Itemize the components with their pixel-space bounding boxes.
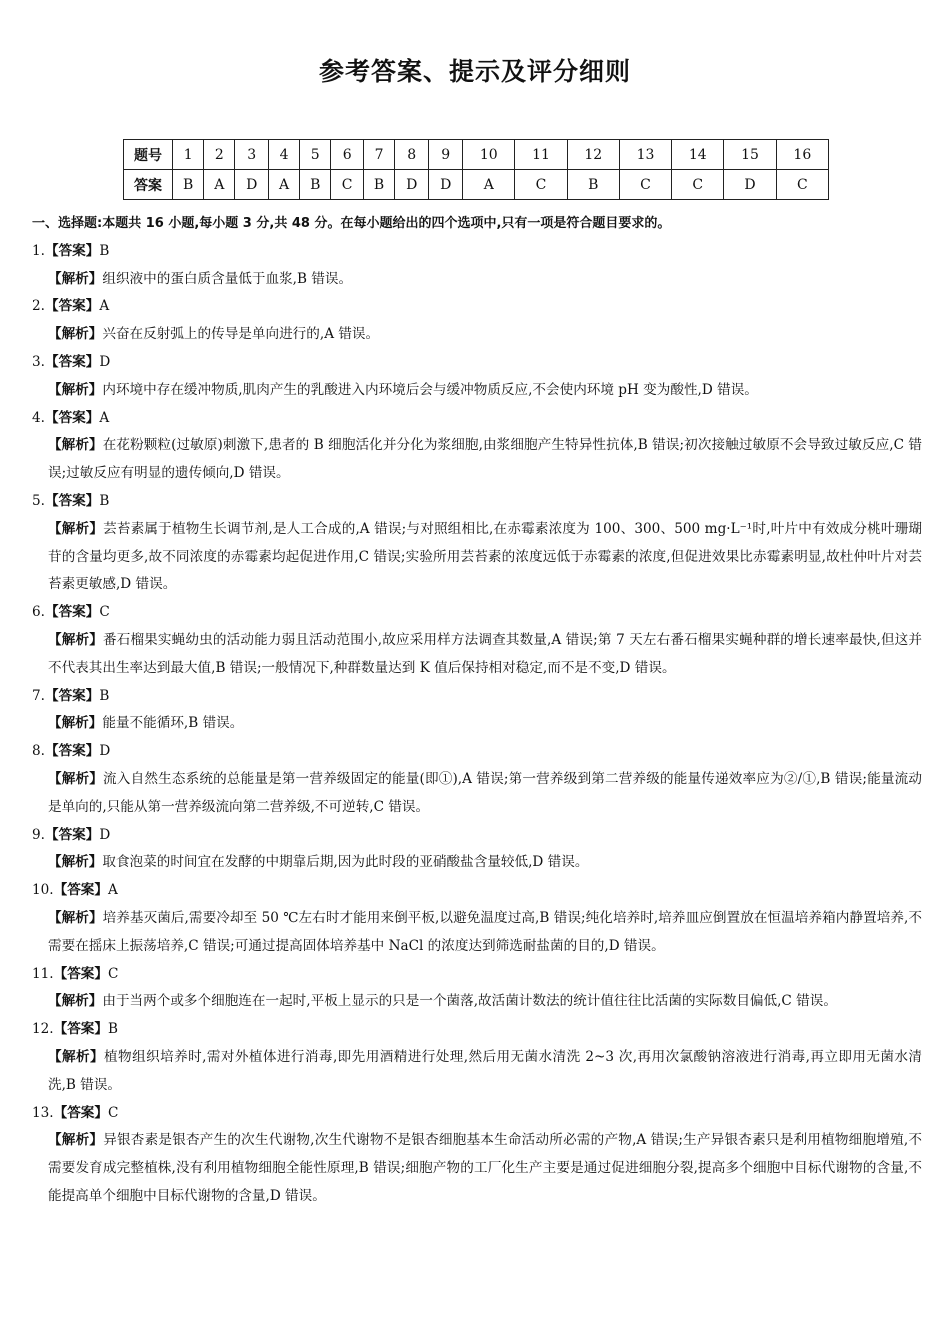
answer-line: 7.【答案】B: [32, 687, 110, 704]
answer-value: A: [99, 298, 110, 315]
table-cell: 11: [515, 140, 567, 170]
table-cell: D: [429, 170, 463, 200]
table-cell: 4: [269, 140, 300, 170]
row-header: 题号: [124, 140, 173, 170]
analysis-text: 【解析】番石榴果实蝇幼虫的活动能力弱且活动范围小,故应采用样方法调查其数量,A 错误;第 7 天左右番石榴果实蝇种群的增长速率最快,但这并不代表其出生率达到最大值,B 错误;一般情况下,种群数量达到 K 值后保持相对稳定,而不是不变,D 错误。: [48, 631, 923, 676]
answer-line: 5.【答案】B: [32, 492, 110, 509]
analysis-text: 【解析】内环境中存在缓冲物质,肌肉产生的乳酸进入内环境后会与缓冲物质反应,不会使内环境 pH 变为酸性,D 错误。: [48, 381, 758, 398]
table-cell: C: [331, 170, 364, 200]
table-cell: C: [776, 170, 828, 200]
table-cell: A: [269, 170, 300, 200]
answer-value: B: [99, 687, 110, 704]
question-item: [32, 349, 922, 405]
question-item: [32, 683, 922, 739]
question-item: [32, 1100, 922, 1211]
question-item: [32, 822, 922, 878]
analysis-text: 【解析】兴奋在反射弧上的传导是单向进行的,A 错误。: [48, 326, 380, 343]
question-item: [32, 599, 922, 682]
page-title: 参考答案、提示及评分细则: [318, 57, 631, 86]
table-cell: B: [173, 170, 204, 200]
table-cell: D: [395, 170, 429, 200]
table-cell: A: [204, 170, 235, 200]
answer-line: 1.【答案】B: [32, 242, 110, 259]
answer-value: B: [99, 492, 110, 509]
analysis-text: 【解析】组织液中的蛋白质含量低于血浆,B 错误。: [48, 270, 353, 287]
table-cell: B: [363, 170, 394, 200]
analysis-text: 【解析】培养基灭菌后,需要冷却至 50 ℃左右时才能用来倒平板,以避免温度过高,B 错误;纯化培养时,培养皿应倒置放在恒温培养箱内静置培养,不需要在摇床上振荡培养,C 错误;可通过提高固体培养基中 NaCl 的浓度达到筛选耐盐菌的目的,D 错误。: [48, 909, 923, 954]
question-item: [32, 238, 922, 294]
question-item: [32, 293, 922, 349]
answer-value: B: [108, 1021, 118, 1038]
table-cell: B: [300, 170, 331, 200]
table-cell: 12: [567, 140, 619, 170]
table-cell: 2: [204, 140, 235, 170]
answer-line: 12.【答案】B: [32, 1021, 118, 1038]
answer-line: 6.【答案】C: [32, 604, 110, 621]
question-item: [32, 961, 922, 1017]
answer-line: 10.【答案】A: [32, 882, 118, 899]
answer-explanations: [32, 210, 922, 1211]
answer-value: D: [99, 743, 111, 760]
table-cell: D: [724, 170, 776, 200]
table-cell: 6: [331, 140, 364, 170]
answer-line: 13.【答案】C: [32, 1104, 119, 1121]
table-cell: 10: [463, 140, 515, 170]
question-item: [32, 738, 922, 821]
table-cell: 3: [235, 140, 269, 170]
answer-line: 4.【答案】A: [32, 409, 110, 426]
question-item: [32, 405, 922, 488]
table-cell: D: [235, 170, 269, 200]
table-cell: C: [515, 170, 567, 200]
table-cell: C: [672, 170, 724, 200]
answer-value: B: [99, 242, 110, 259]
answer-value: A: [108, 882, 118, 899]
answer-row: [124, 170, 829, 200]
answer-table: [123, 139, 829, 200]
analysis-text: 【解析】植物组织培养时,需对外植体进行消毒,即先用酒精进行处理,然后用无菌水清洗 2~3 次,再用次氯酸钠溶液进行消毒,再立即用无菌水清洗,B 错误。: [48, 1048, 923, 1093]
answer-value: D: [99, 826, 111, 843]
analysis-text: 【解析】异银杏素是银杏产生的次生代谢物,次生代谢物不是银杏细胞基本生命活动所必需的产物,A 错误;生产异银杏素只是利用植物细胞增殖,不需要发育成完整植株,没有利用植物细胞全能性原理,B 错误;细胞产物的工厂化生产主要是通过促进细胞分裂,提高多个细胞中目标代谢物的含量,不能提高单个细胞中目标代谢物的含量,D 错误。: [48, 1132, 922, 1204]
table-cell: 1: [173, 140, 204, 170]
analysis-text: 【解析】由于当两个或多个细胞连在一起时,平板上显示的只是一个菌落,故活菌计数法的统计值往往比活菌的实际数目偏低,C 错误。: [48, 993, 837, 1010]
table-cell: 15: [724, 140, 776, 170]
row-header: 答案: [124, 170, 173, 200]
table-cell: A: [463, 170, 515, 200]
table-cell: 13: [619, 140, 671, 170]
analysis-text: 【解析】在花粉颗粒(过敏原)刺激下,患者的 B 细胞活化并分化为浆细胞,由浆细胞产生特异性抗体,B 错误;初次接触过敏原不会导致过敏反应,C 错误;过敏反应有明显的遗传倾向,D 错误。: [48, 437, 923, 482]
question-item: [32, 1016, 922, 1099]
answer-line: 2.【答案】A: [32, 298, 110, 315]
answer-value: C: [108, 965, 119, 982]
analysis-text: 【解析】芸苔素属于植物生长调节剂,是人工合成的,A 错误;与对照组相比,在赤霉素浓度为 100、300、500 mg·L⁻¹时,叶片中有效成分桃叶珊瑚苷的含量均更多,故不同浓度的赤霉素均起促进作用,C 错误;实验所用芸苔素的浓度远低于赤霉素的浓度,但促进效果比赤霉素明显,故杜仲叶片对芸苔素更敏感,D 错误。: [48, 520, 923, 593]
answer-value: C: [99, 604, 110, 621]
answer-line: 11.【答案】C: [32, 965, 119, 982]
table-cell: 7: [363, 140, 394, 170]
question-number-row: [124, 140, 829, 170]
table-cell: 14: [672, 140, 724, 170]
analysis-text: 【解析】取食泡菜的时间宜在发酵的中期靠后期,因为此时段的亚硝酸盐含量较低,D 错误。: [48, 854, 589, 871]
analysis-text: 【解析】能量不能循环,B 错误。: [48, 715, 244, 732]
answer-line: 9.【答案】D: [32, 826, 111, 843]
answer-line: 8.【答案】D: [32, 743, 111, 760]
question-item: [32, 488, 922, 599]
answer-value: D: [99, 353, 111, 370]
table-cell: B: [567, 170, 619, 200]
section-heading: 一、选择题:本题共 16 小题,每小题 3 分,共 48 分。在每小题给出的四个选项中,只有一项是符合题目要求的。: [32, 216, 671, 231]
table-cell: C: [619, 170, 671, 200]
answer-value: C: [108, 1104, 119, 1121]
table-cell: 16: [776, 140, 828, 170]
answer-line: 3.【答案】D: [32, 353, 111, 370]
table-cell: 5: [300, 140, 331, 170]
table-cell: 9: [429, 140, 463, 170]
question-item: [32, 877, 922, 960]
analysis-text: 【解析】流入自然生态系统的总能量是第一营养级固定的能量(即①),A 错误;第一营养级到第二营养级的能量传递效率应为②/①,B 错误;能量流动是单向的,只能从第一营养级流向第二营养级,不可逆转,C 错误。: [48, 770, 923, 815]
answer-value: A: [99, 409, 110, 426]
table-cell: 8: [395, 140, 429, 170]
